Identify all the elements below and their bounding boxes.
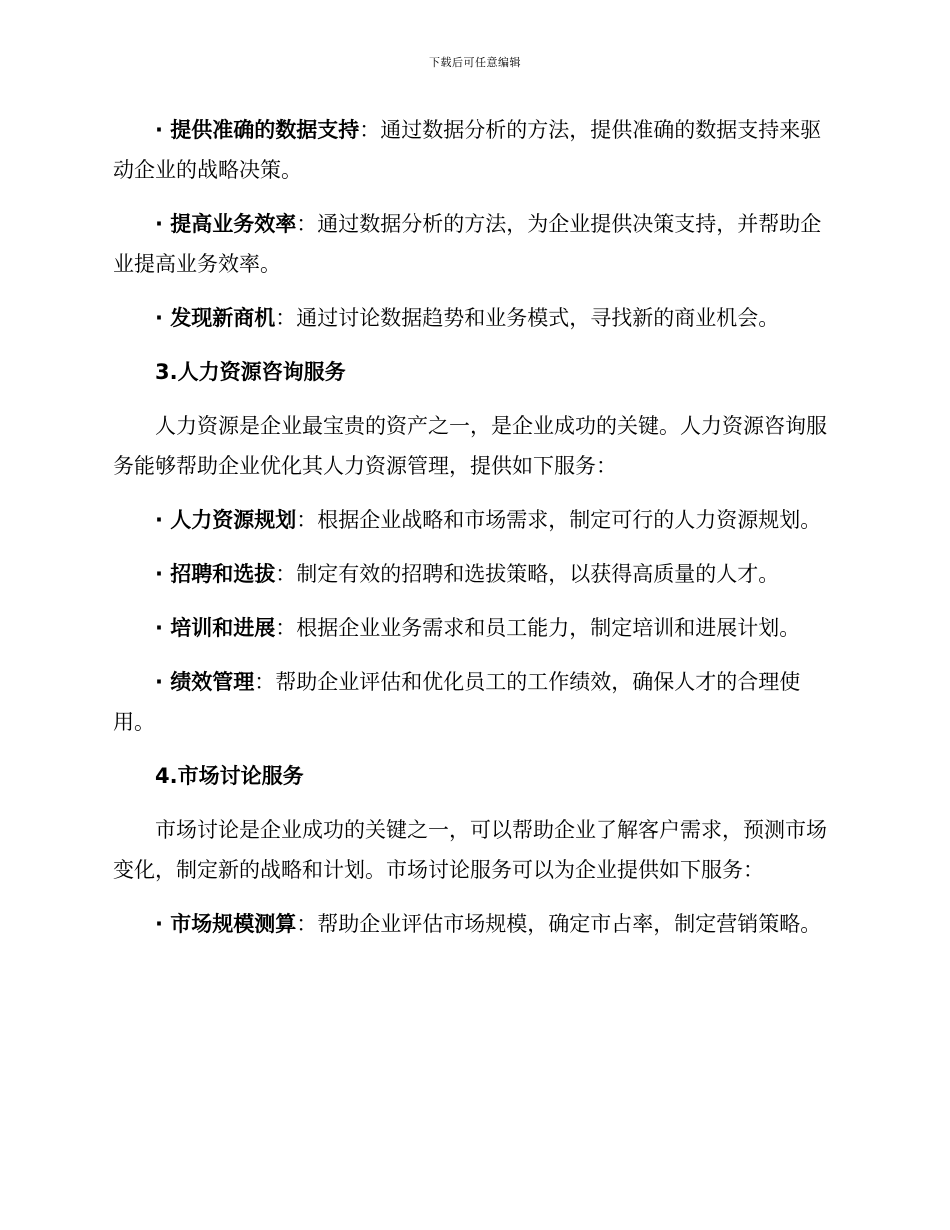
bullet-term: · 市场规模测算 bbox=[155, 912, 297, 936]
bullet-item-efficiency bbox=[113, 204, 833, 284]
bullet-item-performance bbox=[113, 662, 833, 742]
bullet-description: ：通过数据分析的方法，提供准确的数据支持来驱动企业的战略决策。 bbox=[113, 118, 822, 182]
bullet-item-market-sizing bbox=[113, 904, 833, 944]
bullet-description: ：制定有效的招聘和选拔策略，以获得高质量的人才。 bbox=[275, 562, 780, 586]
bullet-item-new-opportunity bbox=[113, 298, 833, 338]
bullet-description: ：根据企业战略和市场需求，制定可行的人力资源规划。 bbox=[296, 508, 822, 532]
bullet-term: · 发现新商机 bbox=[155, 306, 276, 330]
page-header: 下载后可任意编辑 bbox=[429, 56, 521, 69]
bullet-term: · 培训和进展 bbox=[155, 616, 276, 640]
bullet-description: ：通过讨论数据趋势和业务模式，寻找新的商业机会。 bbox=[275, 306, 780, 330]
paragraph-hr-intro: 人力资源是企业最宝贵的资产之一，是企业成功的关键。人力资源咨询服务能够帮助企业优化其人力资源管理，提供如下服务： bbox=[113, 414, 827, 478]
bullet-term: · 绩效管理 bbox=[155, 670, 255, 694]
bullet-term: · 提高业务效率 bbox=[155, 212, 297, 236]
document-body bbox=[113, 110, 833, 958]
section-heading-hr-consulting: 3.人力资源咨询服务 bbox=[155, 360, 346, 384]
bullet-description: ：帮助企业评估市场规模，确定市占率，制定营销策略。 bbox=[296, 912, 822, 936]
paragraph-market-intro: 市场讨论是企业成功的关键之一，可以帮助企业了解客户需求，预测市场变化，制定新的战略和计划。市场讨论服务可以为企业提供如下服务： bbox=[113, 818, 827, 882]
bullet-description: ：通过数据分析的方法，为企业提供决策支持，并帮助企业提高业务效率。 bbox=[113, 212, 822, 276]
bullet-term: · 人力资源规划 bbox=[155, 508, 297, 532]
bullet-item-recruiting bbox=[113, 554, 833, 594]
bullet-item-training bbox=[113, 608, 833, 648]
bullet-description: ：根据企业业务需求和员工能力，制定培训和进展计划。 bbox=[275, 616, 801, 640]
bullet-item-data-support bbox=[113, 110, 833, 190]
bullet-item-hr-planning bbox=[113, 500, 833, 540]
bullet-term: · 提供准确的数据支持 bbox=[155, 118, 360, 142]
bullet-term: · 招聘和选拔 bbox=[155, 562, 276, 586]
section-heading-market-research: 4.市场讨论服务 bbox=[155, 764, 304, 788]
bullet-description: ：帮助企业评估和优化员工的工作绩效，确保人才的合理使用。 bbox=[113, 670, 801, 734]
